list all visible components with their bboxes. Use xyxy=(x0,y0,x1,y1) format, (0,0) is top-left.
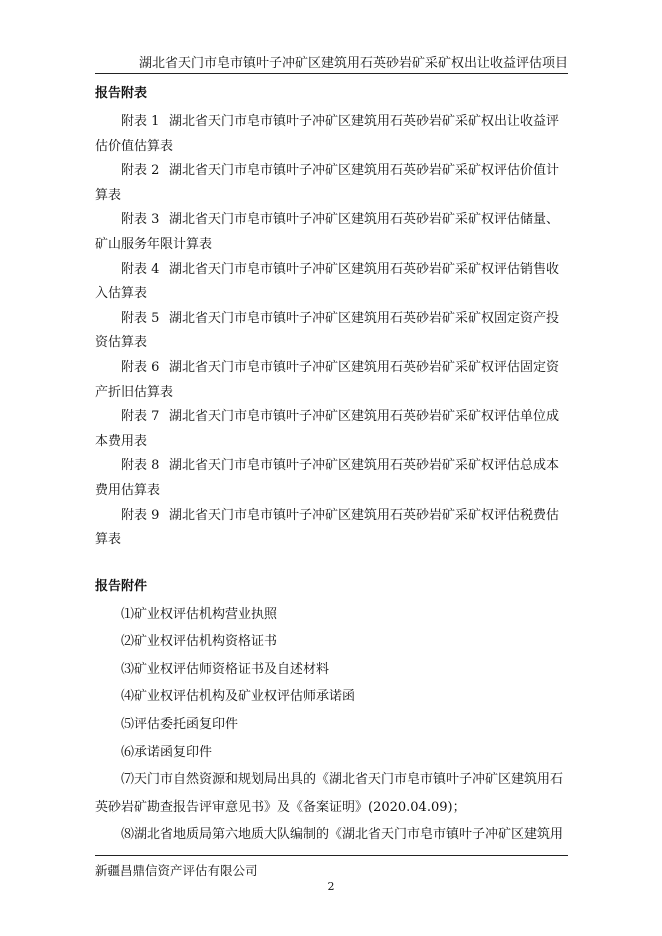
appendix-table-text: 湖北省天门市皂市镇叶子冲矿区建筑用石英砂岩矿采矿权评估税费估 xyxy=(169,507,560,523)
attachment-item: ⑶矿业权评估师资格证书及自述材料 xyxy=(121,661,330,677)
attachment-item: ⑸评估委托函复印件 xyxy=(121,717,239,733)
appendix-table-text-cont: 估价值估算表 xyxy=(95,138,174,154)
running-header: 湖北省天门市皂市镇叶子冲矿区建筑用石英砂岩矿采矿权出让收益评估项目 xyxy=(138,56,568,71)
appendix-table-text: 湖北省天门市皂市镇叶子冲矿区建筑用石英砂岩矿采矿权评估储量、 xyxy=(169,212,560,228)
appendix-table-text-cont: 费用估算表 xyxy=(95,482,161,498)
appendix-table-text: 湖北省天门市皂市镇叶子冲矿区建筑用石英砂岩矿采矿权评估单位成 xyxy=(169,409,560,425)
appendix-table-text-cont: 算表 xyxy=(95,532,122,548)
attachment-item: ⑷矿业权评估机构及矿业权评估师承诺函 xyxy=(121,689,356,705)
appendix-table-number: 附表 4 xyxy=(121,261,160,277)
appendix-table-text: 湖北省天门市皂市镇叶子冲矿区建筑用石英砂岩矿采矿权评估总成本 xyxy=(169,458,560,474)
footer-divider xyxy=(95,855,568,856)
appendix-table-number: 附表 9 xyxy=(121,507,160,523)
appendix-table-text-cont: 算表 xyxy=(95,187,122,203)
attachments-heading: 报告附件 xyxy=(95,578,148,594)
appendix-table-5 xyxy=(95,307,575,356)
appendix-table-text: 湖北省天门市皂市镇叶子冲矿区建筑用石英砂岩矿采矿权评估价值计 xyxy=(169,163,560,179)
appendix-table-text: 湖北省天门市皂市镇叶子冲矿区建筑用石英砂岩矿采矿权固定资产投 xyxy=(169,310,560,326)
attachments-list xyxy=(95,601,575,849)
attachment-item: ⑵矿业权评估机构资格证书 xyxy=(121,634,278,650)
appendix-table-9 xyxy=(95,504,575,553)
appendix-table-text: 湖北省天门市皂市镇叶子冲矿区建筑用石英砂岩矿采矿权评估销售收 xyxy=(169,261,560,277)
appendix-table-number: 附表 8 xyxy=(121,458,160,474)
attachment-item: ⑻湖北省地质局第六地质大队编制的《湖北省天门市皂市镇叶子冲矿区建筑用 xyxy=(121,827,564,843)
attachment-item: ⑹承诺函复印件 xyxy=(121,744,213,760)
appendix-table-6 xyxy=(95,356,575,405)
appendix-table-number: 附表 3 xyxy=(121,212,160,228)
appendix-tables-heading: 报告附表 xyxy=(95,86,148,101)
appendix-table-number: 附表 7 xyxy=(121,409,160,425)
appendix-table-text-cont: 入估算表 xyxy=(95,286,148,302)
appendix-table-7 xyxy=(95,405,575,454)
appendix-table-number: 附表 6 xyxy=(121,359,160,375)
header-divider xyxy=(95,73,568,74)
appendix-table-number: 附表 1 xyxy=(121,114,160,129)
page-body xyxy=(95,84,575,849)
appendix-table-3 xyxy=(95,208,575,257)
appendix-table-text-cont: 产折旧估算表 xyxy=(95,384,174,400)
appendix-table-text: 湖北省天门市皂市镇叶子冲矿区建筑用石英砂岩矿采矿权出让收益评 xyxy=(169,114,560,129)
appendix-table-number: 附表 5 xyxy=(121,310,160,326)
attachment-item: ⑴矿业权评估机构营业执照 xyxy=(121,606,278,622)
appendix-table-4 xyxy=(95,258,575,307)
appendix-tables-list xyxy=(95,110,575,553)
appendix-table-text-cont: 矿山服务年限计算表 xyxy=(95,236,213,252)
attachment-item: ⑺天门市自然资源和规划局出具的《湖北省天门市皂市镇叶子冲矿区建筑用石英砂岩矿勘查报告评审意见书》及《备案证明》(2020.04.09)； xyxy=(95,772,564,815)
page-number: 2 xyxy=(327,880,335,893)
footer-company: 新疆昌鼎信资产评估有限公司 xyxy=(95,863,258,878)
appendix-table-1 xyxy=(95,110,575,159)
appendix-table-text-cont: 资估算表 xyxy=(95,335,148,351)
appendix-table-8 xyxy=(95,454,575,503)
appendix-table-number: 附表 2 xyxy=(121,163,160,179)
appendix-table-text-cont: 本费用表 xyxy=(95,433,148,449)
appendix-table-text: 湖北省天门市皂市镇叶子冲矿区建筑用石英砂岩矿采矿权评估固定资 xyxy=(169,359,560,375)
appendix-table-2 xyxy=(95,159,575,208)
